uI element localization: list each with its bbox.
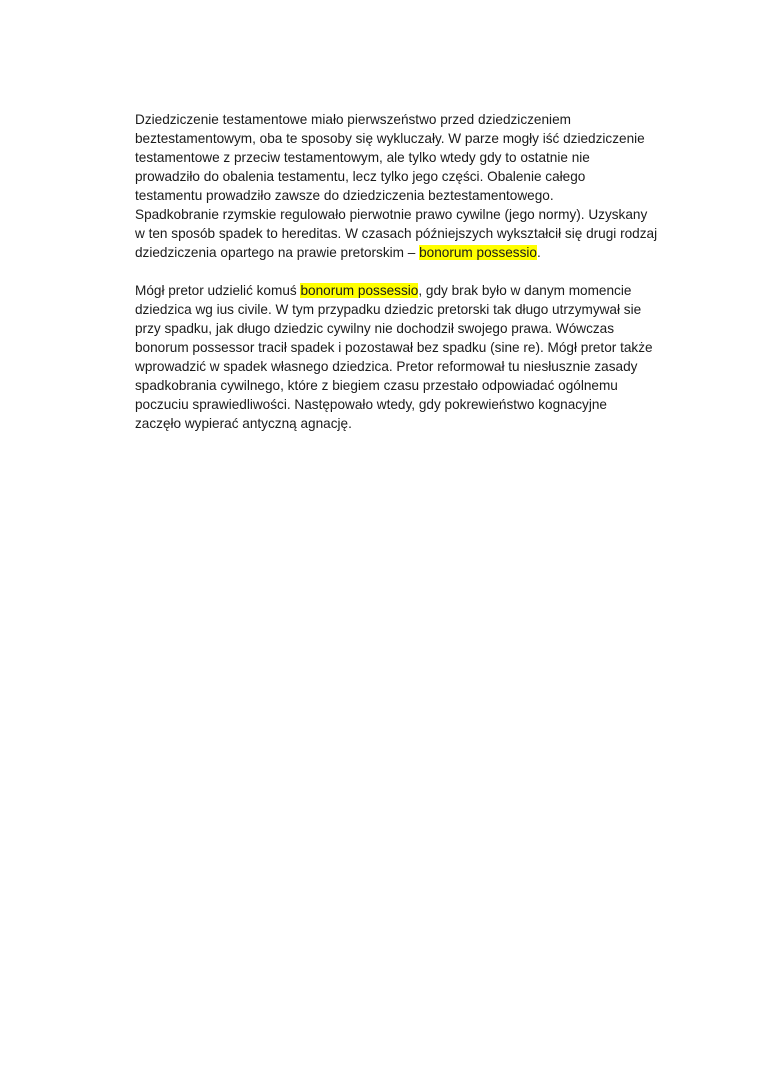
paragraph-line: wprowadzić w spadek własnego dziedzica. Pretor reformował tu niesłusznie zasady bbox=[135, 359, 638, 374]
paragraph-line: Dziedziczenie testamentowe miało pierwszeństwo przed dziedziczeniem bbox=[135, 112, 571, 127]
paragraph-line: dziedzica wg ius civile. W tym przypadku dziedzic pretorski tak długo utrzymywał sie bbox=[135, 302, 642, 317]
highlighted-term: bonorum possessio bbox=[419, 245, 537, 260]
paragraph-line: w ten sposób spadek to hereditas. W czasach późniejszych wykształcił się drugi rodzaj bbox=[135, 226, 658, 241]
paragraph-line: prowadziło do obalenia testamentu, lecz tylko jego części. Obalenie całego bbox=[135, 169, 586, 184]
paragraph-line bbox=[135, 243, 675, 262]
paragraph-line: przy spadku, jak długo dziedzic cywilny nie dochodził swojego prawa. Wówczas bbox=[135, 321, 615, 336]
line-text: , gdy brak było w danym momencie bbox=[418, 283, 632, 298]
paragraph-spacer bbox=[135, 262, 675, 281]
paragraph-line: Spadkobranie rzymskie regulowało pierwotnie prawo cywilne (jego normy). Uzyskany bbox=[135, 207, 648, 222]
paragraph-line bbox=[135, 281, 675, 300]
highlighted-term: bonorum possessio bbox=[300, 283, 419, 298]
paragraph-line: testamentu prowadziło zawsze do dziedziczenia beztestamentowego. bbox=[135, 188, 554, 203]
paragraph-line: zaczęło wypierać antyczną agnację. bbox=[135, 416, 352, 431]
paragraph-line: poczuciu sprawiedliwości. Następowało wtedy, gdy pokrewieństwo kognacyjne bbox=[135, 397, 607, 412]
paragraph-line: beztestamentowym, oba te sposoby się wykluczały. W parze mogły iść dziedziczenie bbox=[135, 131, 645, 146]
line-text: . bbox=[537, 245, 541, 260]
document-body bbox=[135, 110, 675, 433]
paragraph-line: bonorum possessor tracił spadek i pozostawał bez spadku (sine re). Mógł pretor także bbox=[135, 340, 653, 355]
paragraph-line: spadkobrania cywilnego, które z biegiem czasu przestało odpowiadać ogólnemu bbox=[135, 378, 618, 393]
paragraph-2 bbox=[135, 281, 675, 433]
paragraph-1 bbox=[135, 110, 675, 262]
line-text: Mógł pretor udzielić komuś bbox=[135, 283, 301, 298]
paragraph-line: testamentowe z przeciw testamentowym, ale tylko wtedy gdy to ostatnie nie bbox=[135, 150, 590, 165]
line-text: dziedziczenia opartego na prawie pretorskim – bbox=[135, 245, 420, 260]
